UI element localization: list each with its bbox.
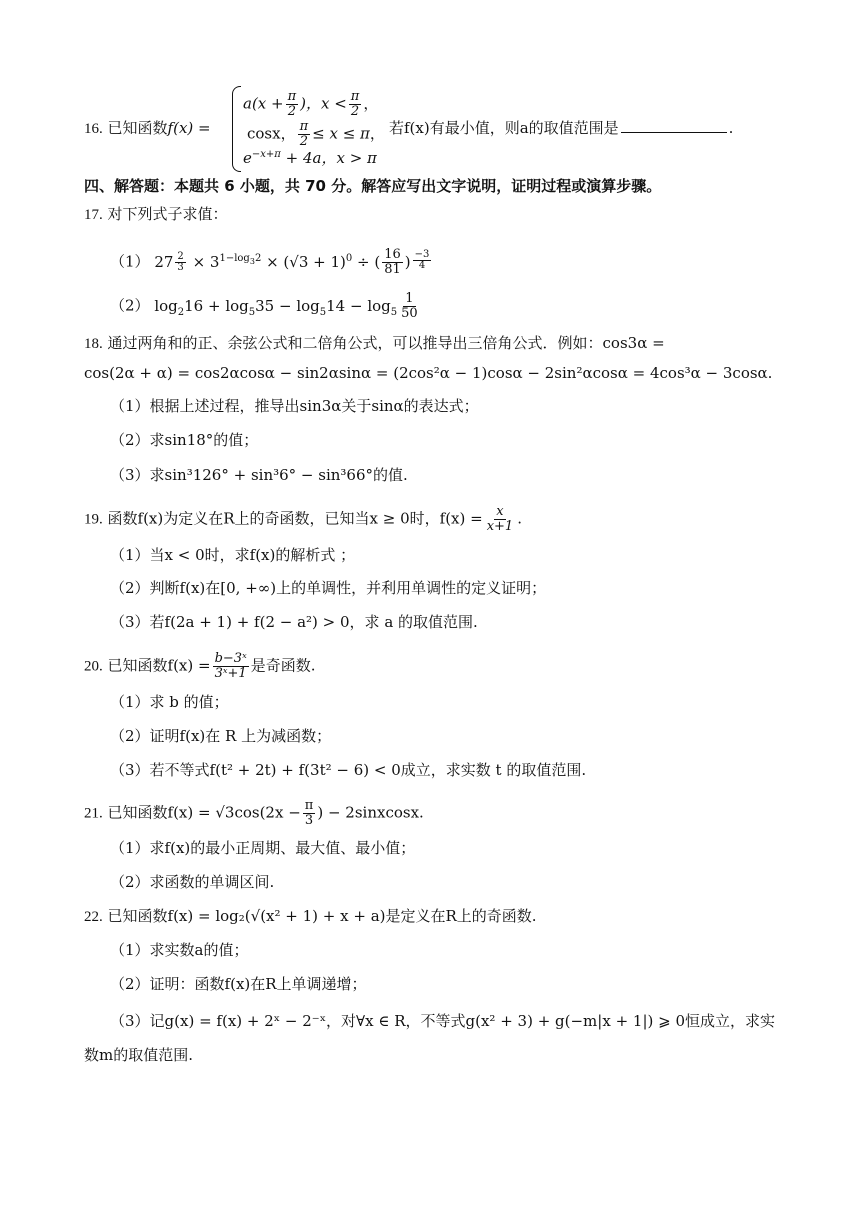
q16-case2-frac [298, 120, 311, 149]
q17-part2 [110, 292, 422, 321]
q17-text: 对下列式子求值： [107, 205, 228, 223]
q21-line1-end: ) − 2sinxcosx. [317, 803, 424, 822]
frac-den: 3 [177, 261, 184, 273]
frac-num: 1 [405, 291, 414, 306]
q19-part2: （2）判断f(x)在[0, +∞)上的单调性，并利用单调性的定义证明； [110, 579, 547, 597]
q22-line1 [84, 906, 537, 927]
q22-part3-cont: 数m的取值范围. [84, 1046, 193, 1064]
q16-lead [84, 118, 211, 139]
frac-den: 2 [299, 134, 308, 149]
frac-num: π [304, 798, 314, 813]
q20-part2: （2）证明f(x)在 R 上为减函数； [110, 727, 332, 745]
q18-part3: （3）求sin³126° + sin³6° − sin³66°的值. [110, 466, 408, 484]
q17-p1-b: × 3 [192, 252, 220, 271]
q21-line1 [84, 799, 424, 828]
q17-stem [84, 204, 228, 225]
q20-line1-end: 是奇函数. [250, 656, 316, 675]
q17-part1 [110, 248, 433, 277]
frac-den: 3ˣ+1 [214, 666, 247, 681]
q17-p1-e-exp [413, 250, 432, 271]
q17-p1-a: 27 [154, 252, 174, 271]
q20-line1 [84, 652, 315, 681]
frac-num: b−3ˣ [214, 651, 247, 666]
q16-case2 [247, 120, 385, 149]
frac-den: 4 [418, 259, 426, 271]
q16-lead-text: 已知函数 [107, 119, 168, 137]
q19-line1 [84, 505, 522, 534]
frac-den: 2 [287, 104, 296, 119]
q22-part1: （1）求实数a的值； [110, 941, 249, 959]
q17-p1-c: × (√3 + 1) [266, 252, 346, 271]
q16-case1-b: )，x < [300, 94, 347, 113]
q19-part3: （3）若f(2a + 1) + f(2 − a²) > 0，求 a 的取值范围. [110, 613, 478, 631]
q19-part1: （1）当x < 0时，求f(x)的解析式 ； [110, 546, 356, 564]
q17-p2-a: log [154, 296, 178, 315]
q20-line1-text: 已知函数f(x) = [107, 656, 211, 675]
q21-part1: （1）求f(x)的最小正周期、最大值、最小值； [110, 839, 416, 857]
q16-case1-frac2 [349, 90, 362, 119]
q17-p1-b-exp-sub: 3 [249, 256, 255, 266]
q16-answer-blank[interactable] [621, 118, 727, 133]
q17-p1-expr [154, 247, 433, 277]
q22-part3: （3）记g(x) = f(x) + 2ˣ − 2⁻ˣ，对∀x ∈ R，不等式g(x² + 3) + g(−m|x + 1|) ⩾ 0恒成立，求实 [110, 1012, 775, 1030]
section-heading: 四、解答题：本题共 6 小题，共 70 分。解答应写出文字说明，证明过程或演算步骤。 [84, 177, 662, 195]
q17-p2-expr [154, 291, 421, 321]
q17-p2-c: 35 − log [255, 296, 320, 315]
q16-case3-a: e [243, 149, 252, 167]
q16-end: . [728, 119, 734, 137]
q17-p2-a-sub: 2 [177, 306, 185, 318]
q17-p1-e: ) [404, 252, 411, 271]
q17-p1-c-exp: 0 [345, 252, 353, 264]
q18-part2: （2）求sin18°的值； [110, 431, 259, 449]
q17-p2-d-sub: 5 [390, 306, 398, 318]
q16-case3-exp: −x+π [251, 149, 281, 160]
q19-frac [485, 505, 516, 534]
q16-func: f(x) = [167, 119, 211, 137]
q17-p1-b-exp-tail: 2 [254, 252, 262, 264]
q16-number: 16. [84, 121, 103, 137]
frac-num: 16 [384, 247, 401, 262]
q19-line1-end: . [517, 509, 522, 528]
q21-line1-text: 已知函数f(x) = √3cos(2x − [107, 803, 301, 822]
q18-line1-text: 通过两角和的正、余弦公式和二倍角公式，可以推导出三倍角公式．例如：cos3α = [107, 334, 665, 352]
q17-p2-d: 14 − log [326, 296, 391, 315]
q16-after [389, 118, 733, 138]
q16-case1 [243, 90, 378, 119]
frac-num: x [496, 504, 504, 519]
frac-num: π [350, 89, 360, 104]
q16-case1-c: ， [363, 94, 379, 113]
q20-part1: （1）求 b 的值； [110, 693, 229, 711]
q17-p2-c-sub: 5 [319, 306, 327, 318]
frac-den: 3 [304, 813, 314, 828]
q21-number: 21. [84, 805, 103, 822]
frac-den: x+1 [486, 519, 514, 534]
q17-p1-b-exp: 1−log [219, 252, 250, 264]
q16-case1-frac1 [286, 90, 299, 119]
q16-case1-a: a(x + [243, 94, 284, 113]
q20-number: 20. [84, 658, 103, 675]
frac-num: π [299, 119, 309, 134]
q20-part3: （3）若不等式f(t² + 2t) + f(3t² − 6) < 0成立，求实数 t 的取值范围. [110, 761, 587, 779]
q17-p1-a-exp [175, 252, 185, 273]
q16-case2-a: cosx， [247, 124, 296, 143]
q17-p1-label: （1） [110, 252, 150, 271]
frac-num: π [287, 89, 297, 104]
q21-frac [303, 799, 316, 828]
q16-piecewise-brace [232, 86, 241, 172]
q17-p1-d: ÷ ( [357, 252, 381, 271]
frac-den: 50 [401, 306, 418, 321]
q17-p1-frac [382, 248, 403, 277]
q18-number: 18. [84, 336, 103, 352]
q17-p2-b: 16 + log [184, 296, 249, 315]
q16-case2-c: ， [369, 124, 385, 143]
q16-case3 [243, 148, 377, 168]
q19-line1-text: 函数f(x)为定义在R上的奇函数，已知当x ≥ 0时，f(x) = [107, 509, 483, 528]
q20-frac [213, 652, 249, 681]
q21-part2: （2）求函数的单调区间. [110, 873, 275, 891]
q17-p1-e-exp-sign: − [414, 248, 424, 260]
q16-after-text: 若f(x)有最小值，则a的取值范围是 [389, 119, 619, 137]
frac-num: 2 [177, 250, 184, 262]
q18-part1: （1）根据上述过程，推导出sin3α关于sinα的表达式； [110, 397, 479, 415]
q17-number: 17. [84, 207, 103, 223]
q19-number: 19. [84, 511, 103, 528]
frac-den: 2 [350, 104, 360, 119]
q16-case3-b: + 4a，x > π [285, 149, 377, 167]
q22-number: 22. [84, 909, 103, 925]
frac-den: 81 [384, 262, 401, 277]
q17-p2-frac [399, 292, 420, 321]
q17-p2-label: （2） [110, 296, 150, 315]
frac-num: 3 [423, 248, 430, 260]
q22-part2: （2）证明：函数f(x)在R上单调递增； [110, 975, 367, 993]
q18-line1 [84, 333, 665, 354]
q16-case2-b: ≤ x ≤ π [312, 124, 370, 143]
q18-line2: cos(2α + α) = cos2αcosα − sin2αsinα = (2cos²α − 1)cosα − 2sin²αcosα = 4cos³α − 3cosα. [84, 364, 773, 382]
q17-p2-b-sub: 5 [248, 306, 256, 318]
q22-line1-text: 已知函数f(x) = log₂(√(x² + 1) + x + a)是定义在R上的奇函数. [107, 907, 537, 925]
